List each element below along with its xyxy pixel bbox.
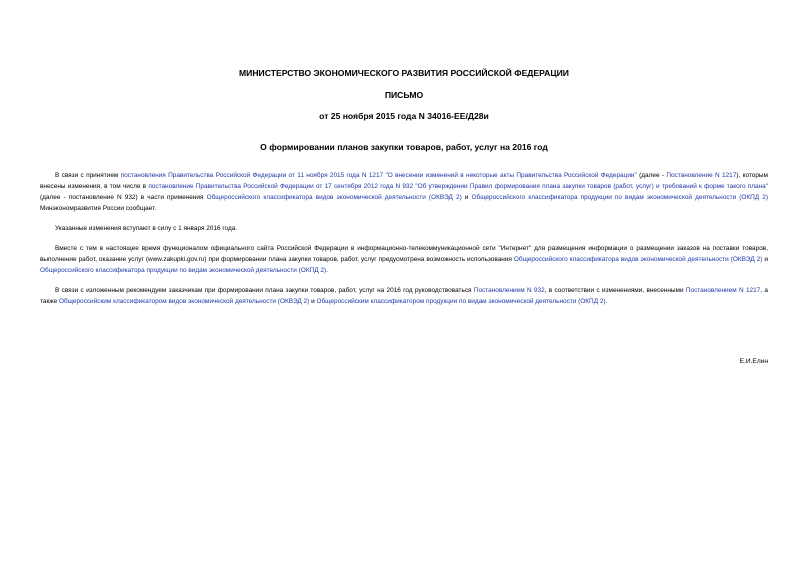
p1-text-3: ), которым внесены изменения, в том числе в — [40, 172, 768, 190]
document-type: ПИСЬМО — [384, 90, 424, 100]
p4-text-2: , в соответствии с изменениями, внесенными — [544, 287, 686, 294]
link-resolution-1217[interactable]: постановления Правительства Российской Федерации от 11 ноября 2015 года N 1217 "О внесении изменений в некоторые акты Правительства Российской Федерации" — [120, 172, 637, 179]
p4-text-4: и — [309, 298, 317, 305]
ministry-title: МИНИСТЕРСТВО ЭКОНОМИЧЕСКОГО РАЗВИТИЯ РОССИЙСКОЙ ФЕДЕРАЦИИ — [239, 68, 569, 78]
document-date-number: от 25 ноября 2015 года N 34016-ЕЕ/Д28и — [319, 111, 489, 121]
paragraph-3 — [40, 243, 768, 276]
document-page — [40, 0, 768, 571]
p1-text-4: (далее - постановление N 932) в части применения — [40, 194, 207, 201]
p1-text-6: Минэкономразвития России сообщает. — [40, 205, 157, 212]
p1-text-1: В связи с принятием — [55, 172, 121, 179]
paragraph-1 — [40, 170, 768, 214]
link-resolution-1217-short[interactable]: Постановление N 1217 — [666, 172, 737, 179]
link-resolution-1217-p4[interactable]: Постановлением N 1217 — [685, 287, 761, 294]
p4-text-3: , а также — [40, 287, 768, 305]
link-resolution-932[interactable]: постановление Правительства Российской Федерации от 17 сентября 2012 года N 932 "Об утверждении Правил формирования плана закупки товаров (работ, услуг) и требований к форме такого плана" — [148, 183, 769, 190]
link-okved2[interactable]: Общероссийского классификатора видов экономической деятельности (ОКВЭД 2) — [206, 194, 462, 201]
link-okpd2[interactable]: Общероссийского классификатора продукции по видам экономической деятельности (ОКПД 2) — [471, 194, 768, 201]
p1-text-5: и — [461, 194, 472, 201]
link-resolution-932-p4[interactable]: Постановлением N 932 — [473, 287, 545, 294]
p3-text-1: Вместе с тем в настоящее время функционалом официального сайта Российской Федерации в информационно-телекоммуникационной сети "Интернет" для размещения информации о размещении заказов на поставки товаров, выполнение работ, оказание услуг (www.zakupki.gov.ru) при формировании плана закупки товаров, работ, услуг предусмотрена возможность использования — [40, 245, 768, 263]
p4-text-1: В связи с изложенным рекомендуем заказчикам при формировании плана закупки товаров, работ, услуг на 2016 год руководствоваться — [55, 287, 474, 294]
p3-text-2: и — [762, 256, 769, 263]
link-okved2-p4[interactable]: Общероссийским классификатором видов экономической деятельности (ОКВЭД 2) — [58, 298, 310, 305]
signature: Е.И.Елин — [739, 358, 768, 365]
link-okpd2-p3[interactable]: Общероссийского классификатора продукции по видам экономической деятельности (ОКПД 2) — [40, 267, 327, 274]
link-okpd2-p4[interactable]: Общероссийским классификатором продукции по видам экономической деятельности (ОКПД 2) — [316, 298, 606, 305]
paragraph-4 — [40, 285, 768, 307]
p1-text-2: (далее - — [636, 172, 667, 179]
link-okved2-p3[interactable]: Общероссийского классификатора видов экономической деятельности (ОКВЭД 2) — [513, 256, 763, 263]
document-subject: О формировании планов закупки товаров, работ, услуг на 2016 год — [260, 142, 548, 152]
p3-text-3: . — [326, 267, 328, 274]
paragraph-2: Указанные изменения вступают в силу с 1 января 2016 года. — [55, 225, 238, 232]
p4-text-5: . — [605, 298, 608, 305]
